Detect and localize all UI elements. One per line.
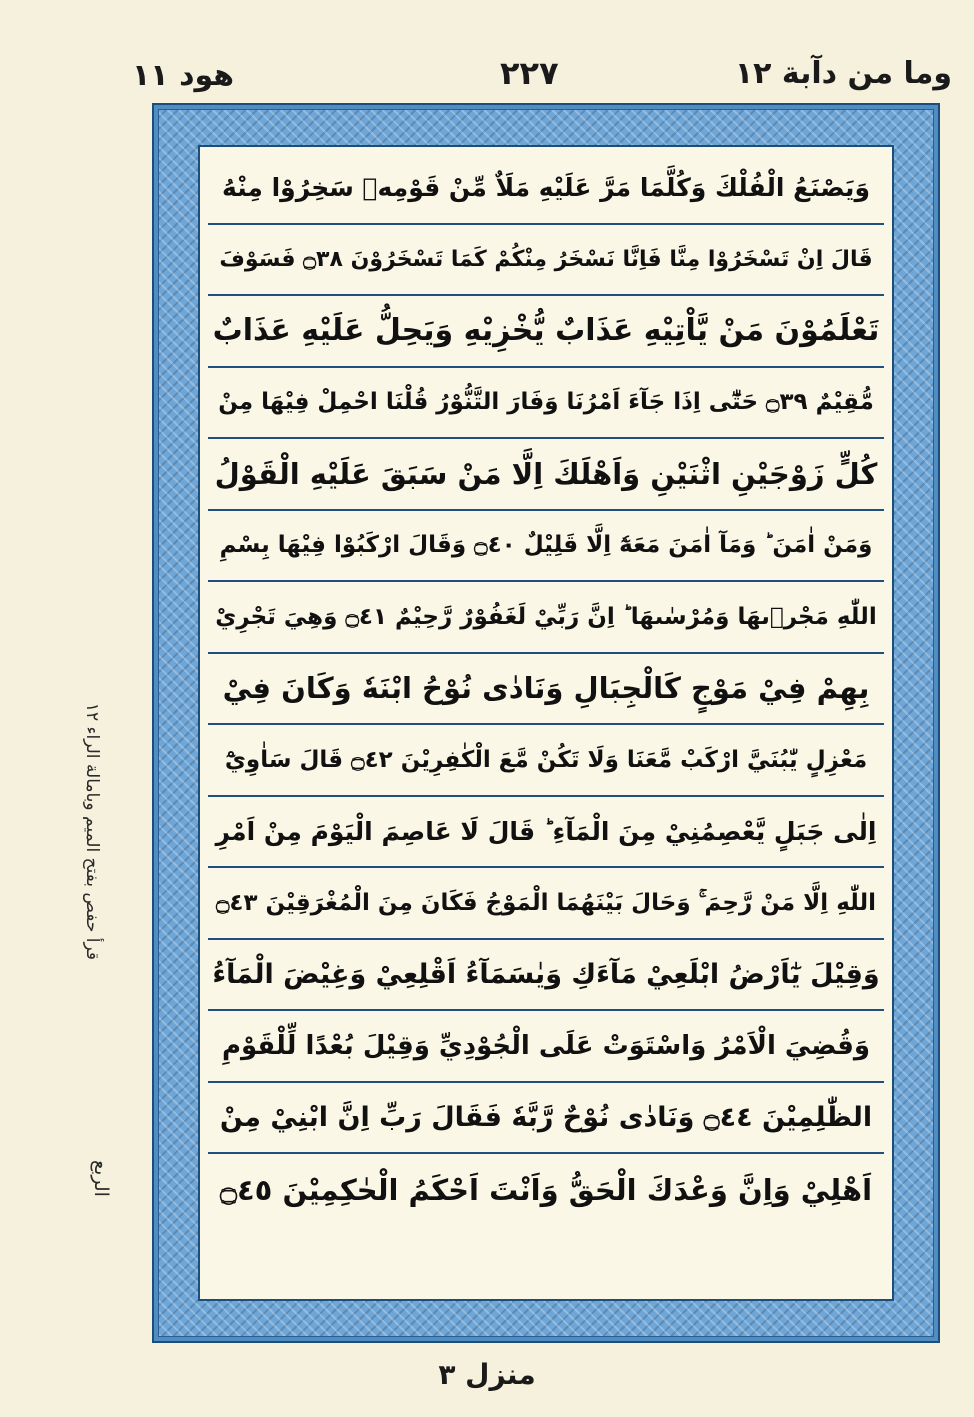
verse-line: قَالَ اِنْ تَسْخَرُوْا مِنَّا فَاِنَّا نَسْخَرُ مِنْكُمْ كَمَا تَسْخَرُوْنَ ۝٣٨ فَسَوْفَ (208, 225, 884, 297)
ornamental-border (152, 103, 940, 1343)
verse-line: وَمَنْ اٰمَنَ ؕ وَمَآ اٰمَنَ مَعَهٗٓ اِلَّا قَلِيْلٌ ۝٤٠ وَقَالَ ارْكَبُوْا فِيْهَا بِسْمِ (208, 511, 884, 583)
verse-line: تَعْلَمُوْنَ مَنْ يَّاْتِيْهِ عَذَابٌ يُّخْزِيْهِ وَيَحِلُّ عَلَيْهِ عَذَابٌ (208, 296, 884, 368)
verse-lines (208, 153, 884, 1293)
verse-line: مُّقِيْمٌ ۝٣٩ حَتّٰٓى اِذَا جَآءَ اَمْرُنَا وَفَارَ التَّنُّوْرُ قُلْنَا احْمِلْ فِيْهَا مِنْ (208, 368, 884, 440)
verse-line: وَقِيْلَ يٰٓاَرْضُ ابْلَعِيْ مَآءَكِ وَيٰسَمَآءُ اَقْلِعِيْ وَغِيْضَ الْمَآءُ (208, 940, 884, 1012)
verse-line: كُلٍّ زَوْجَيْنِ اثْنَيْنِ وَاَهْلَكَ اِلَّا مَنْ سَبَقَ عَلَيْهِ الْقَوْلُ (208, 439, 884, 511)
verse-line: اِلٰى جَبَلٍ يَّعْصِمُنِيْ مِنَ الْمَآءِ ؕ قَالَ لَا عَاصِمَ الْيَوْمَ مِنْ اَمْرِ (208, 797, 884, 869)
margin-rub-label: الربع (90, 1160, 112, 1197)
verse-line: الظّٰلِمِيْنَ ۝٤٤ وَنَادٰى نُوْحٌ رَّبَّهٗ فَقَالَ رَبِّ اِنَّ ابْنِيْ مِنْ (208, 1083, 884, 1155)
verse-line: بِهِمْ فِيْ مَوْجٍ كَالْجِبَالِ وَنَادٰى نُوْحُ ابْنَهٗ وَكَانَ فِيْ (208, 654, 884, 726)
verse-line: اَهْلِيْ وَاِنَّ وَعْدَكَ الْحَقُّ وَاَنْتَ اَحْكَمُ الْحٰكِمِيْنَ ۝٤٥ (219, 1172, 873, 1207)
page-footer (0, 1358, 974, 1391)
text-area (198, 145, 894, 1301)
margin-qirat-note: قرأ حفص بفتح الميم وبامالة الراء ١٢ (82, 702, 102, 960)
verse-line: اللّٰهِ اِلَّا مَنْ رَّحِمَ ۚ وَحَالَ بَيْنَهُمَا الْمَوْجُ فَكَانَ مِنَ الْمُغْرَقِيْنَ ۝٤٣ (208, 868, 884, 940)
verse-line: وَقُضِيَ الْاَمْرُ وَاسْتَوَتْ عَلَى الْجُوْدِيِّ وَقِيْلَ بُعْدًا لِّلْقَوْمِ (208, 1011, 884, 1083)
page-header (0, 52, 974, 102)
juz-name: وما من دآبة ١٢ (734, 56, 952, 91)
verse-line: اللّٰهِ مَجْرٖىهَا وَمُرْسٰىهَا ؕ اِنَّ رَبِّيْ لَغَفُوْرٌ رَّحِيْمٌ ۝٤١ وَهِيَ تَجْرِيْ (208, 582, 884, 654)
verse-line: وَيَصْنَعُ الْفُلْكَ وَكُلَّمَا مَرَّ عَلَيْهِ مَلَاٌ مِّنْ قَوْمِهٖ سَخِرُوْا مِنْهُ (208, 153, 884, 225)
verse-line: مَعْزِلٍ يّٰبُنَيَّ ارْكَبْ مَّعَنَا وَلَا تَكُنْ مَّعَ الْكٰفِرِيْنَ ۝٤٢ قَالَ سَاٰوِيْٓ (208, 725, 884, 797)
surah-name: هود ١١ (132, 58, 235, 93)
page-number: ٢٢٧ (500, 54, 559, 92)
manzil-label: منزل ٣ (438, 1358, 536, 1391)
